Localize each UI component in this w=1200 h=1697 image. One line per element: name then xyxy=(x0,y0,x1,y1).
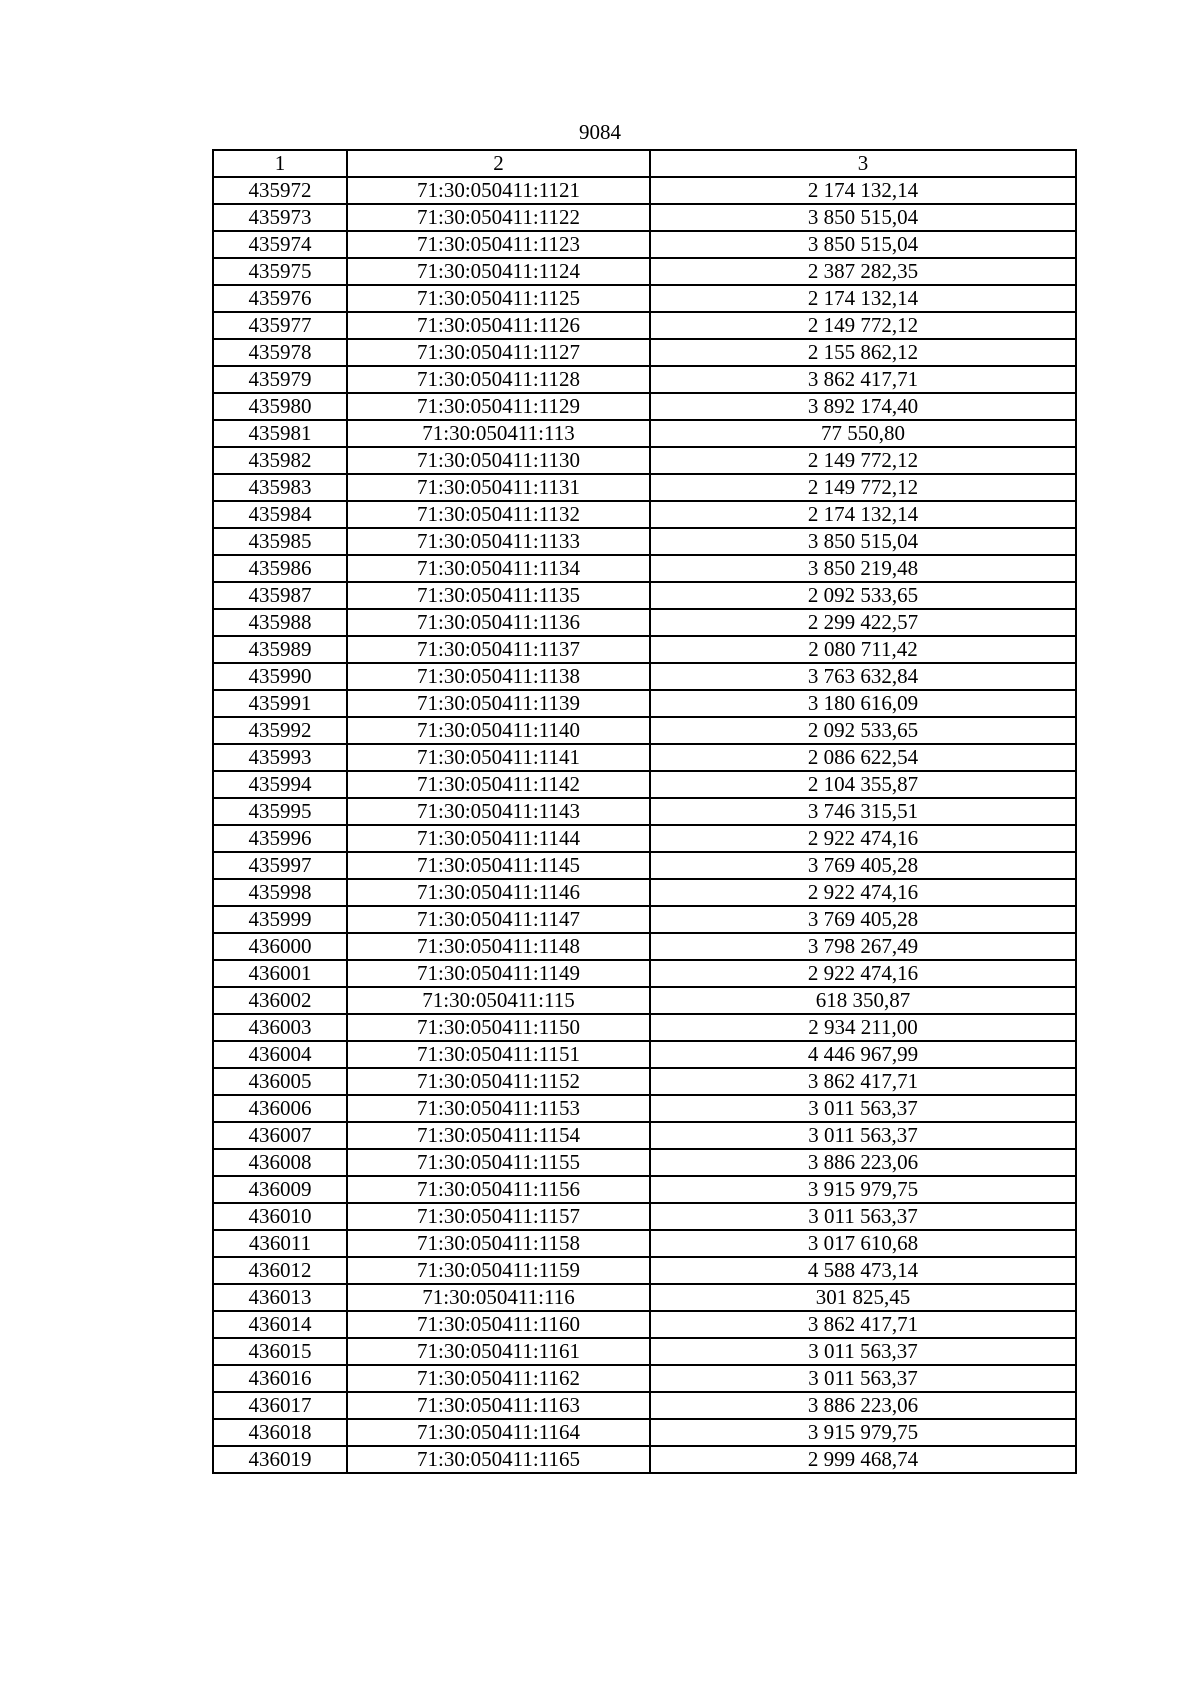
cadastral-number-cell: 71:30:050411:1123 xyxy=(347,231,650,258)
table-row xyxy=(213,1311,1076,1338)
value-cell: 3 746 315,51 xyxy=(650,798,1076,825)
value-cell: 2 104 355,87 xyxy=(650,771,1076,798)
row-number-cell: 435991 xyxy=(213,690,347,717)
value-cell: 2 092 533,65 xyxy=(650,717,1076,744)
row-number-cell: 435973 xyxy=(213,204,347,231)
cadastral-number-cell: 71:30:050411:1124 xyxy=(347,258,650,285)
table-row xyxy=(213,717,1076,744)
cadastral-number-cell: 71:30:050411:1154 xyxy=(347,1122,650,1149)
table-row xyxy=(213,609,1076,636)
table-row xyxy=(213,1257,1076,1284)
table-row xyxy=(213,1041,1076,1068)
value-cell: 4 588 473,14 xyxy=(650,1257,1076,1284)
row-number-cell: 436005 xyxy=(213,1068,347,1095)
row-number-cell: 436008 xyxy=(213,1149,347,1176)
table-row xyxy=(213,825,1076,852)
value-cell: 618 350,87 xyxy=(650,987,1076,1014)
row-number-cell: 436002 xyxy=(213,987,347,1014)
table-row xyxy=(213,258,1076,285)
column-header-3: 3 xyxy=(650,150,1076,177)
table-row xyxy=(213,771,1076,798)
cadastral-number-cell: 71:30:050411:1155 xyxy=(347,1149,650,1176)
value-cell: 3 862 417,71 xyxy=(650,1311,1076,1338)
cadastral-number-cell: 71:30:050411:1126 xyxy=(347,312,650,339)
row-number-cell: 436000 xyxy=(213,933,347,960)
row-number-cell: 436014 xyxy=(213,1311,347,1338)
row-number-cell: 435980 xyxy=(213,393,347,420)
row-number-cell: 436010 xyxy=(213,1203,347,1230)
row-number-cell: 436011 xyxy=(213,1230,347,1257)
row-number-cell: 436001 xyxy=(213,960,347,987)
row-number-cell: 435977 xyxy=(213,312,347,339)
cadastral-number-cell: 71:30:050411:1151 xyxy=(347,1041,650,1068)
row-number-cell: 436009 xyxy=(213,1176,347,1203)
table-row xyxy=(213,555,1076,582)
value-cell: 3 011 563,37 xyxy=(650,1095,1076,1122)
table-row xyxy=(213,1149,1076,1176)
value-cell: 3 798 267,49 xyxy=(650,933,1076,960)
table-row xyxy=(213,1446,1076,1473)
table-row xyxy=(213,744,1076,771)
table-row xyxy=(213,582,1076,609)
table-row xyxy=(213,285,1076,312)
cadastral-number-cell: 71:30:050411:1140 xyxy=(347,717,650,744)
row-number-cell: 435993 xyxy=(213,744,347,771)
table-row xyxy=(213,447,1076,474)
row-number-cell: 435998 xyxy=(213,879,347,906)
value-cell: 3 886 223,06 xyxy=(650,1149,1076,1176)
cadastral-number-cell: 71:30:050411:1131 xyxy=(347,474,650,501)
table-header xyxy=(213,150,1076,177)
table-row xyxy=(213,1095,1076,1122)
row-number-cell: 436013 xyxy=(213,1284,347,1311)
value-cell: 3 011 563,37 xyxy=(650,1122,1076,1149)
table-row xyxy=(213,690,1076,717)
value-cell: 3 886 223,06 xyxy=(650,1392,1076,1419)
column-header-1: 1 xyxy=(213,150,347,177)
table-row xyxy=(213,906,1076,933)
cadastral-number-cell: 71:30:050411:1148 xyxy=(347,933,650,960)
cadastral-number-cell: 71:30:050411:1156 xyxy=(347,1176,650,1203)
value-cell: 3 850 515,04 xyxy=(650,528,1076,555)
cadastral-number-cell: 71:30:050411:1127 xyxy=(347,339,650,366)
cadastral-number-cell: 71:30:050411:113 xyxy=(347,420,650,447)
value-cell: 3 769 405,28 xyxy=(650,906,1076,933)
row-number-cell: 436003 xyxy=(213,1014,347,1041)
table-row xyxy=(213,204,1076,231)
cadastral-number-cell: 71:30:050411:1142 xyxy=(347,771,650,798)
table-row xyxy=(213,987,1076,1014)
row-number-cell: 435976 xyxy=(213,285,347,312)
table-row xyxy=(213,1203,1076,1230)
row-number-cell: 435990 xyxy=(213,663,347,690)
row-number-cell: 435992 xyxy=(213,717,347,744)
row-number-cell: 436004 xyxy=(213,1041,347,1068)
value-cell: 2 999 468,74 xyxy=(650,1446,1076,1473)
row-number-cell: 435979 xyxy=(213,366,347,393)
cadastral-number-cell: 71:30:050411:1139 xyxy=(347,690,650,717)
table-row xyxy=(213,1068,1076,1095)
table-body xyxy=(213,177,1076,1473)
row-number-cell: 435972 xyxy=(213,177,347,204)
table-row xyxy=(213,852,1076,879)
cadastral-number-cell: 71:30:050411:1159 xyxy=(347,1257,650,1284)
cadastral-number-cell: 71:30:050411:1146 xyxy=(347,879,650,906)
table-row xyxy=(213,231,1076,258)
table-row xyxy=(213,528,1076,555)
row-number-cell: 435985 xyxy=(213,528,347,555)
header-row xyxy=(213,150,1076,177)
table-row xyxy=(213,393,1076,420)
value-cell: 3 862 417,71 xyxy=(650,1068,1076,1095)
table-row xyxy=(213,312,1076,339)
value-cell: 2 155 862,12 xyxy=(650,339,1076,366)
cadastral-number-cell: 71:30:050411:1129 xyxy=(347,393,650,420)
value-cell: 2 149 772,12 xyxy=(650,447,1076,474)
value-cell: 2 149 772,12 xyxy=(650,474,1076,501)
row-number-cell: 435982 xyxy=(213,447,347,474)
cadastral-number-cell: 71:30:050411:1160 xyxy=(347,1311,650,1338)
value-cell: 2 086 622,54 xyxy=(650,744,1076,771)
cadastral-number-cell: 71:30:050411:1134 xyxy=(347,555,650,582)
value-cell: 2 174 132,14 xyxy=(650,177,1076,204)
value-cell: 3 892 174,40 xyxy=(650,393,1076,420)
cadastral-number-cell: 71:30:050411:1150 xyxy=(347,1014,650,1041)
table-row xyxy=(213,501,1076,528)
value-cell: 3 017 610,68 xyxy=(650,1230,1076,1257)
cadastral-number-cell: 71:30:050411:1132 xyxy=(347,501,650,528)
value-cell: 3 862 417,71 xyxy=(650,366,1076,393)
value-cell: 2 174 132,14 xyxy=(650,501,1076,528)
row-number-cell: 436019 xyxy=(213,1446,347,1473)
value-cell: 3 850 515,04 xyxy=(650,204,1076,231)
table-row xyxy=(213,177,1076,204)
row-number-cell: 436015 xyxy=(213,1338,347,1365)
row-number-cell: 435987 xyxy=(213,582,347,609)
value-cell: 3 850 515,04 xyxy=(650,231,1076,258)
table-row xyxy=(213,339,1076,366)
cadastral-number-cell: 71:30:050411:1121 xyxy=(347,177,650,204)
cadastral-number-cell: 71:30:050411:1128 xyxy=(347,366,650,393)
cadastral-number-cell: 71:30:050411:1163 xyxy=(347,1392,650,1419)
row-number-cell: 435996 xyxy=(213,825,347,852)
table-row xyxy=(213,1230,1076,1257)
table-row xyxy=(213,1338,1076,1365)
cadastral-number-cell: 71:30:050411:1161 xyxy=(347,1338,650,1365)
row-number-cell: 436017 xyxy=(213,1392,347,1419)
cadastral-number-cell: 71:30:050411:1157 xyxy=(347,1203,650,1230)
table-row xyxy=(213,1419,1076,1446)
row-number-cell: 435983 xyxy=(213,474,347,501)
table-row xyxy=(213,960,1076,987)
cadastral-number-cell: 71:30:050411:1122 xyxy=(347,204,650,231)
table-row xyxy=(213,663,1076,690)
cadastral-number-cell: 71:30:050411:1125 xyxy=(347,285,650,312)
cadastral-number-cell: 71:30:050411:1164 xyxy=(347,1419,650,1446)
column-header-2: 2 xyxy=(347,150,650,177)
value-cell: 3 915 979,75 xyxy=(650,1419,1076,1446)
row-number-cell: 436018 xyxy=(213,1419,347,1446)
row-number-cell: 435997 xyxy=(213,852,347,879)
cadastral-number-cell: 71:30:050411:1133 xyxy=(347,528,650,555)
cadastral-number-cell: 71:30:050411:1143 xyxy=(347,798,650,825)
row-number-cell: 435995 xyxy=(213,798,347,825)
table-row xyxy=(213,798,1076,825)
cadastral-number-cell: 71:30:050411:1165 xyxy=(347,1446,650,1473)
value-cell: 77 550,80 xyxy=(650,420,1076,447)
value-cell: 301 825,45 xyxy=(650,1284,1076,1311)
table-row xyxy=(213,420,1076,447)
table-row xyxy=(213,1122,1076,1149)
table-row xyxy=(213,933,1076,960)
cadastral-number-cell: 71:30:050411:1145 xyxy=(347,852,650,879)
value-cell: 3 763 632,84 xyxy=(650,663,1076,690)
cadastral-number-cell: 71:30:050411:1147 xyxy=(347,906,650,933)
cadastral-number-cell: 71:30:050411:116 xyxy=(347,1284,650,1311)
table-row xyxy=(213,1284,1076,1311)
value-cell: 2 922 474,16 xyxy=(650,960,1076,987)
row-number-cell: 436006 xyxy=(213,1095,347,1122)
table-row xyxy=(213,879,1076,906)
table-row xyxy=(213,474,1076,501)
row-number-cell: 436012 xyxy=(213,1257,347,1284)
row-number-cell: 435988 xyxy=(213,609,347,636)
value-cell: 2 387 282,35 xyxy=(650,258,1076,285)
cadastral-number-cell: 71:30:050411:1141 xyxy=(347,744,650,771)
data-table xyxy=(212,149,1077,1474)
table-row xyxy=(213,1392,1076,1419)
value-cell: 2 149 772,12 xyxy=(650,312,1076,339)
table-row xyxy=(213,1365,1076,1392)
cadastral-number-cell: 71:30:050411:1144 xyxy=(347,825,650,852)
value-cell: 2 174 132,14 xyxy=(650,285,1076,312)
value-cell: 2 934 211,00 xyxy=(650,1014,1076,1041)
value-cell: 3 180 616,09 xyxy=(650,690,1076,717)
row-number-cell: 435984 xyxy=(213,501,347,528)
value-cell: 3 850 219,48 xyxy=(650,555,1076,582)
page-number: 9084 xyxy=(579,120,621,144)
value-cell: 2 080 711,42 xyxy=(650,636,1076,663)
row-number-cell: 436007 xyxy=(213,1122,347,1149)
cadastral-number-cell: 71:30:050411:1152 xyxy=(347,1068,650,1095)
row-number-cell: 435978 xyxy=(213,339,347,366)
value-cell: 4 446 967,99 xyxy=(650,1041,1076,1068)
cadastral-number-cell: 71:30:050411:1130 xyxy=(347,447,650,474)
table-row xyxy=(213,1176,1076,1203)
row-number-cell: 435986 xyxy=(213,555,347,582)
row-number-cell: 435994 xyxy=(213,771,347,798)
value-cell: 3 915 979,75 xyxy=(650,1176,1076,1203)
value-cell: 2 092 533,65 xyxy=(650,582,1076,609)
value-cell: 3 011 563,37 xyxy=(650,1365,1076,1392)
row-number-cell: 435981 xyxy=(213,420,347,447)
row-number-cell: 435999 xyxy=(213,906,347,933)
cadastral-number-cell: 71:30:050411:1158 xyxy=(347,1230,650,1257)
value-cell: 3 769 405,28 xyxy=(650,852,1076,879)
cadastral-number-cell: 71:30:050411:115 xyxy=(347,987,650,1014)
value-cell: 2 299 422,57 xyxy=(650,609,1076,636)
table-row xyxy=(213,636,1076,663)
row-number-cell: 435975 xyxy=(213,258,347,285)
row-number-cell: 436016 xyxy=(213,1365,347,1392)
value-cell: 2 922 474,16 xyxy=(650,879,1076,906)
table-row xyxy=(213,1014,1076,1041)
value-cell: 3 011 563,37 xyxy=(650,1203,1076,1230)
table-row xyxy=(213,366,1076,393)
row-number-cell: 435974 xyxy=(213,231,347,258)
value-cell: 2 922 474,16 xyxy=(650,825,1076,852)
cadastral-number-cell: 71:30:050411:1162 xyxy=(347,1365,650,1392)
cadastral-number-cell: 71:30:050411:1137 xyxy=(347,636,650,663)
cadastral-number-cell: 71:30:050411:1153 xyxy=(347,1095,650,1122)
cadastral-number-cell: 71:30:050411:1136 xyxy=(347,609,650,636)
row-number-cell: 435989 xyxy=(213,636,347,663)
cadastral-number-cell: 71:30:050411:1138 xyxy=(347,663,650,690)
cadastral-number-cell: 71:30:050411:1149 xyxy=(347,960,650,987)
value-cell: 3 011 563,37 xyxy=(650,1338,1076,1365)
cadastral-number-cell: 71:30:050411:1135 xyxy=(347,582,650,609)
